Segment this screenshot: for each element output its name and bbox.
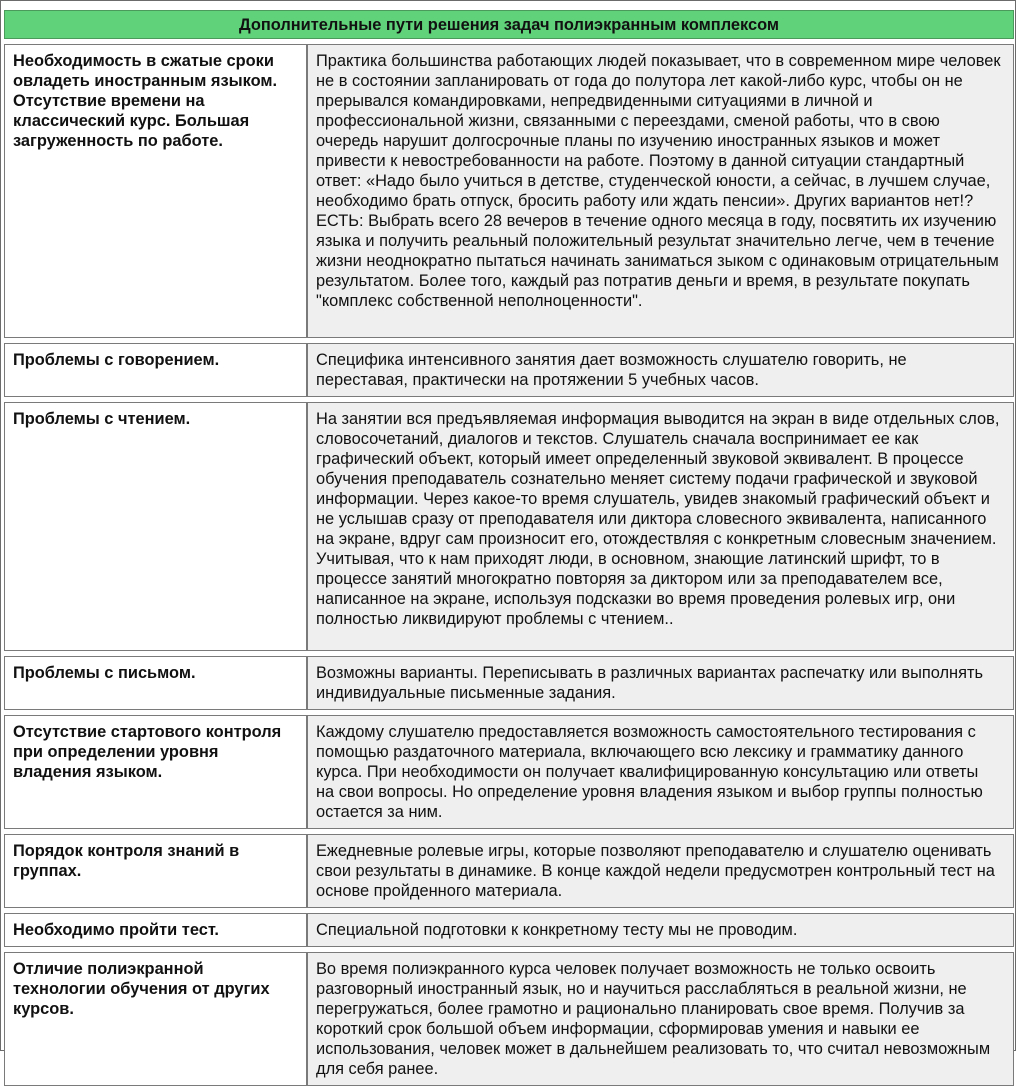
- table-row: [4, 834, 1014, 908]
- table-header-row: [4, 10, 1014, 39]
- solution-cell: Специфика интенсивного занятия дает возможность слушателю говорить, не переставая, практически на протяжении 5 учебных часов.: [307, 343, 1014, 397]
- solution-cell: Во время полиэкранного курса человек получает возможность не только освоить разговорный иностранный язык, но и научиться расслабляться в реальной жизни, не перегружаться, более грамотно и рационально планировать свое время. Получив за короткий срок большой объем информации, сформировав умения и навыки ее использования, человек может в дальнейшем реализовать то, что считал невозможным для себя ранее.: [307, 952, 1014, 1086]
- problem-cell: Необходимо пройти тест.: [4, 913, 307, 947]
- problem-cell: Необходимость в сжатые сроки овладеть иностранным языком. Отсутствие времени на классический курс. Большая загруженность по работе.: [4, 44, 307, 338]
- problem-cell: Проблемы с говорением.: [4, 343, 307, 397]
- solution-cell: Ежедневные ролевые игры, которые позволяют преподавателю и слушателю оценивать свои результаты в динамике. В конце каждой недели предусмотрен контрольный тест на основе пройденного материала.: [307, 834, 1014, 908]
- solutions-table: [4, 5, 1014, 1091]
- table-row: [4, 343, 1014, 397]
- table-row: [4, 913, 1014, 947]
- problem-cell: Отсутствие стартового контроля при определении уровня владения языком.: [4, 715, 307, 829]
- table-title: Дополнительные пути решения задач полиэкранным комплексом: [4, 10, 1014, 39]
- solution-cell: Каждому слушателю предоставляется возможность самостоятельного тестирования с помощью раздаточного материала, включающего всю лексику и грамматику данного курса. При необходимости он получает квалифицированную консультацию или ответы на свои вопросы. Но определение уровня владения языком и выбор группы полностью остается за ним.: [307, 715, 1014, 829]
- solution-cell: Специальной подготовки к конкретному тесту мы не проводим.: [307, 913, 1014, 947]
- solution-cell: На занятии вся предъявляемая информация выводится на экран в виде отдельных слов, словосочетаний, диалогов и текстов. Слушатель сначала воспринимает ее как графический объект, который имеет определенный звуковой эквивалент. В процессе обучения преподаватель сознательно меняет систему подачи графической и звуковой информации. Через какое-то время слушатель, увидев знакомый графический объект и не услышав сразу от преподавателя или диктора словесного эквивалента, написанного на экране, вдруг сам произносит его, отождествляя с конкретным словесным значением. Учитывая, что к нам приходят люди, в основном, знающие латинский шрифт, то в процессе занятий многократно повторяя за диктором или за преподавателем все, написанное на экране, используя подсказки во время проведения ролевых игр, они полностью ликвидируют проблемы с чтением..: [307, 402, 1014, 651]
- problem-cell: Проблемы с письмом.: [4, 656, 307, 710]
- problem-cell: Порядок контроля знаний в группах.: [4, 834, 307, 908]
- solution-cell: Практика большинства работающих людей показывает, что в современном мире человек не в состоянии запланировать от года до полутора лет какой-либо курс, чтобы он не прерывался командировками, непредвиденными ситуациями в личной и профессиональной жизни, связанными с переездами, сменой работы, что в свою очередь нарушит долгосрочные планы по изучению иностранных языков и может привести к невостребованности на работе. Поэтому в данной ситуации стандартный ответ: «Надо было учиться в детстве, студенческой юности, а сейчас, в лучшем случае, необходимо брать отпуск, бросить работу или ждать пенсии». Других вариантов нет!? ЕСТЬ: Выбрать всего 28 вечеров в течение одного месяца в году, посвятить их изучению языка и получить реальный положительный результат значительно легче, чем в течение жизни неоднократно пытаться начинать заниматься зыком с одинаковым отрицательным результатом. Более того, каждый раз потратив деньги и время, в результате покупать "комплекс собственной неполноценности".: [307, 44, 1014, 338]
- problem-cell: Проблемы с чтением.: [4, 402, 307, 651]
- table-row: [4, 715, 1014, 829]
- table-row: [4, 402, 1014, 651]
- table-row: [4, 952, 1014, 1086]
- problem-cell: Отличие полиэкранной технологии обучения от других курсов.: [4, 952, 307, 1086]
- table-row: [4, 44, 1014, 338]
- solution-cell: Возможны варианты. Переписывать в различных вариантах распечатку или выполнять индивидуальные письменные задания.: [307, 656, 1014, 710]
- table-row: [4, 656, 1014, 710]
